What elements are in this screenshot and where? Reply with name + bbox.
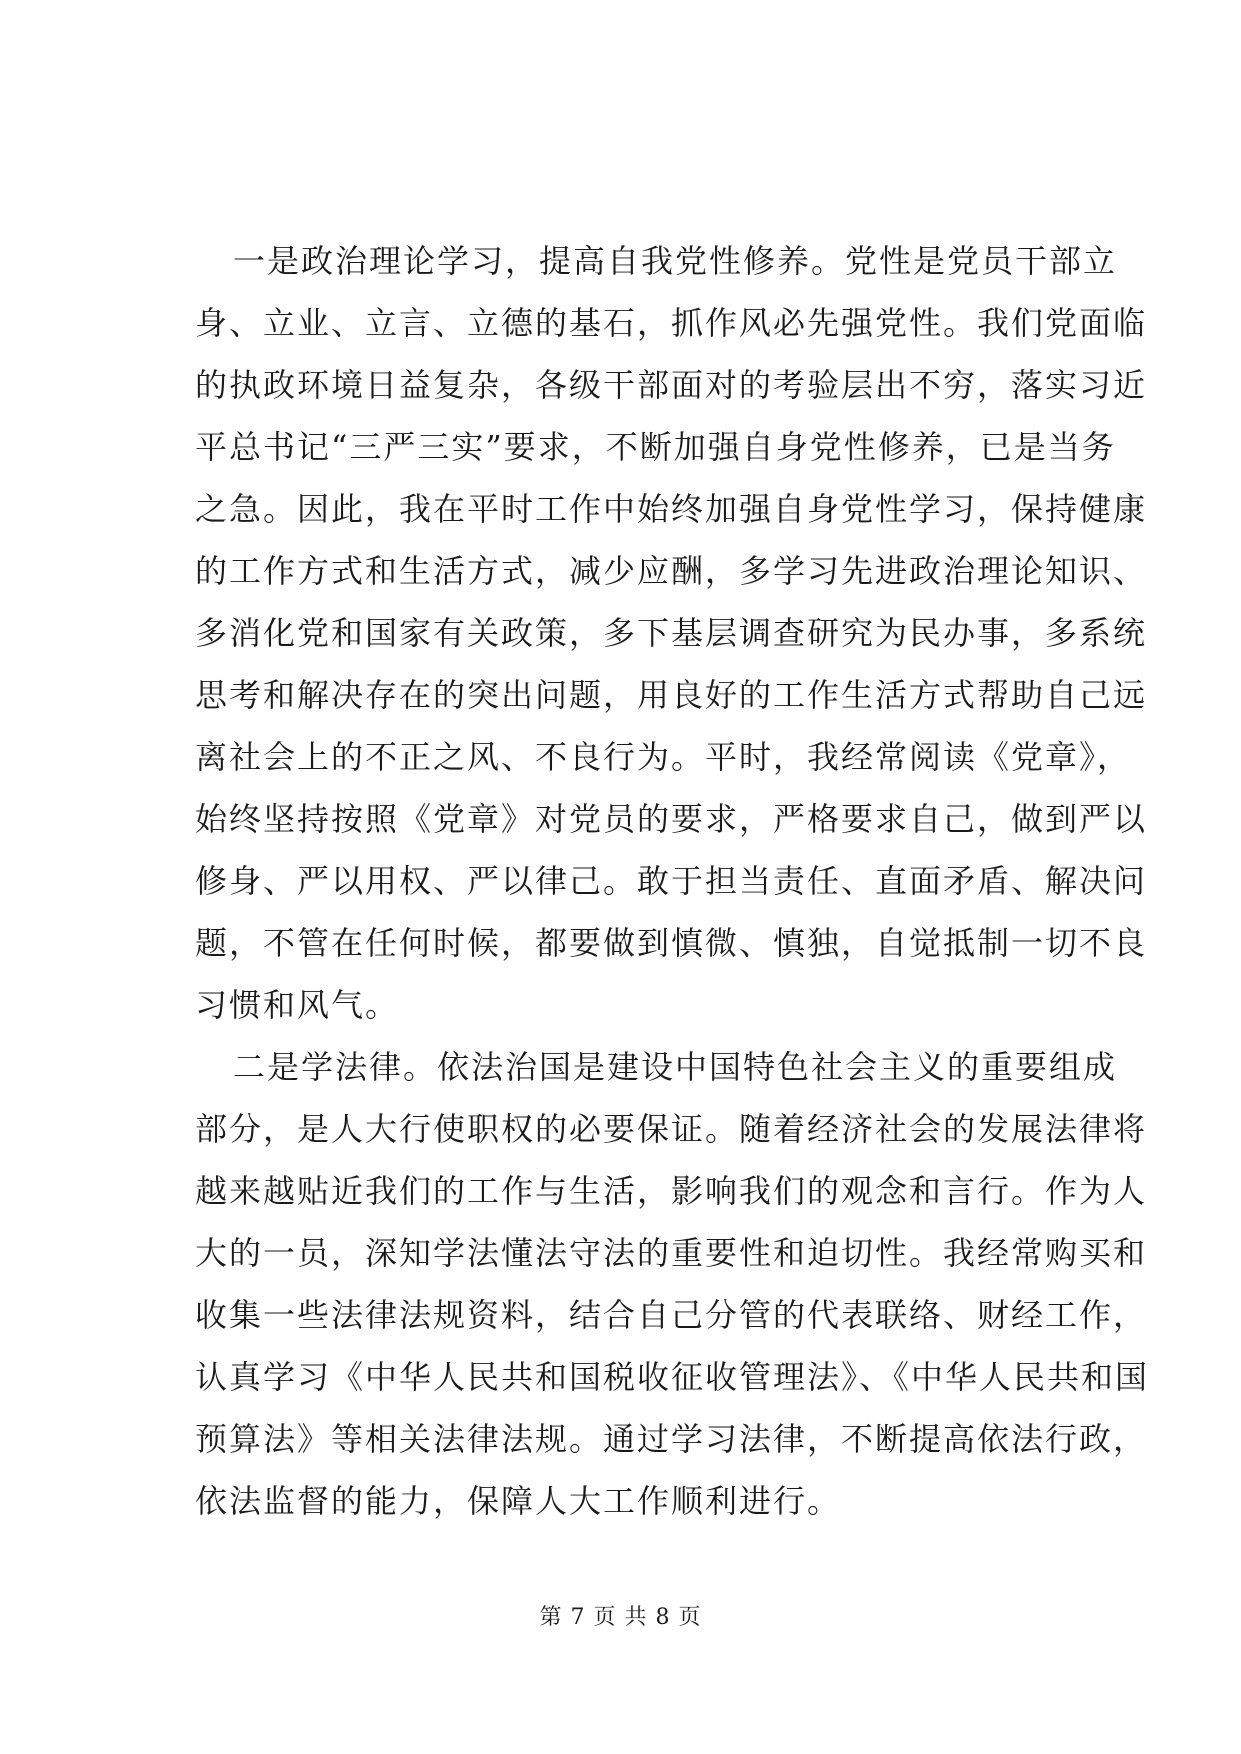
text-line: 平总书记“三严三实”要求，不断加强自身党性修养，已是当务 [195, 428, 1116, 466]
paragraph-law-study [195, 1036, 1150, 1532]
text-line: 认真学习《中华人民共和国税收征收管理法》、《中华人民共和国 [195, 1358, 1150, 1396]
text-line: 依法监督的能力，保障人大工作顺利进行。 [195, 1482, 842, 1520]
text-line: 思考和解决存在的突出问题，用良好的工作生活方式帮助自己远 [195, 676, 1148, 714]
page-number-label: 第 7 页 共 8 页 [539, 1605, 702, 1630]
text-line: 的工作方式和生活方式，减少应酬，多学习先进政治理论知识、 [195, 552, 1148, 590]
text-line: 收集一些法律法规资料，结合自己分管的代表联络、财经工作， [195, 1296, 1148, 1334]
text-line: 题，不管在任何时候，都要做到慎微、慎独，自觉抵制一切不良 [195, 924, 1148, 962]
text-line: 习惯和风气。 [195, 986, 400, 1024]
text-line: 之急。因此，我在平时工作中始终加强自身党性学习，保持健康 [195, 490, 1148, 528]
text-line: 预算法》等相关法律法规。通过学习法律，不断提高依法行政， [195, 1420, 1148, 1458]
paragraph-political-theory [195, 230, 1148, 1036]
text-line: 的执政环境日益复杂，各级干部面对的考验层出不穷，落实习近 [195, 366, 1148, 404]
text-line: 始终坚持按照《党章》对党员的要求，严格要求自己，做到严以 [195, 800, 1148, 838]
page-footer [0, 1603, 1241, 1633]
text-line: 大的一员，深知学法懂法守法的重要性和迫切性。我经常购买和 [195, 1234, 1148, 1272]
text-line: 部分，是人大行使职权的必要保证。随着经济社会的发展法律将 [195, 1110, 1148, 1148]
text-line: 修身、严以用权、严以律己。敢于担当责任、直面矛盾、解决问 [195, 862, 1148, 900]
text-line: 一是政治理论学习，提高自我党性修养。党性是党员干部立 [233, 242, 1118, 280]
text-line: 身、立业、立言、立德的基石，抓作风必先强党性。我们党面临 [195, 304, 1148, 342]
text-line: 越来越贴近我们的工作与生活，影响我们的观念和言行。作为人 [195, 1172, 1148, 1210]
document-body [195, 230, 1150, 1532]
text-line: 多消化党和国家有关政策，多下基层调查研究为民办事，多系统 [195, 614, 1148, 652]
text-line: 离社会上的不正之风、不良行为。平时，我经常阅读《党章》， [195, 738, 1132, 776]
text-line: 二是学法律。依法治国是建设中国特色社会主义的重要组成 [233, 1048, 1118, 1086]
